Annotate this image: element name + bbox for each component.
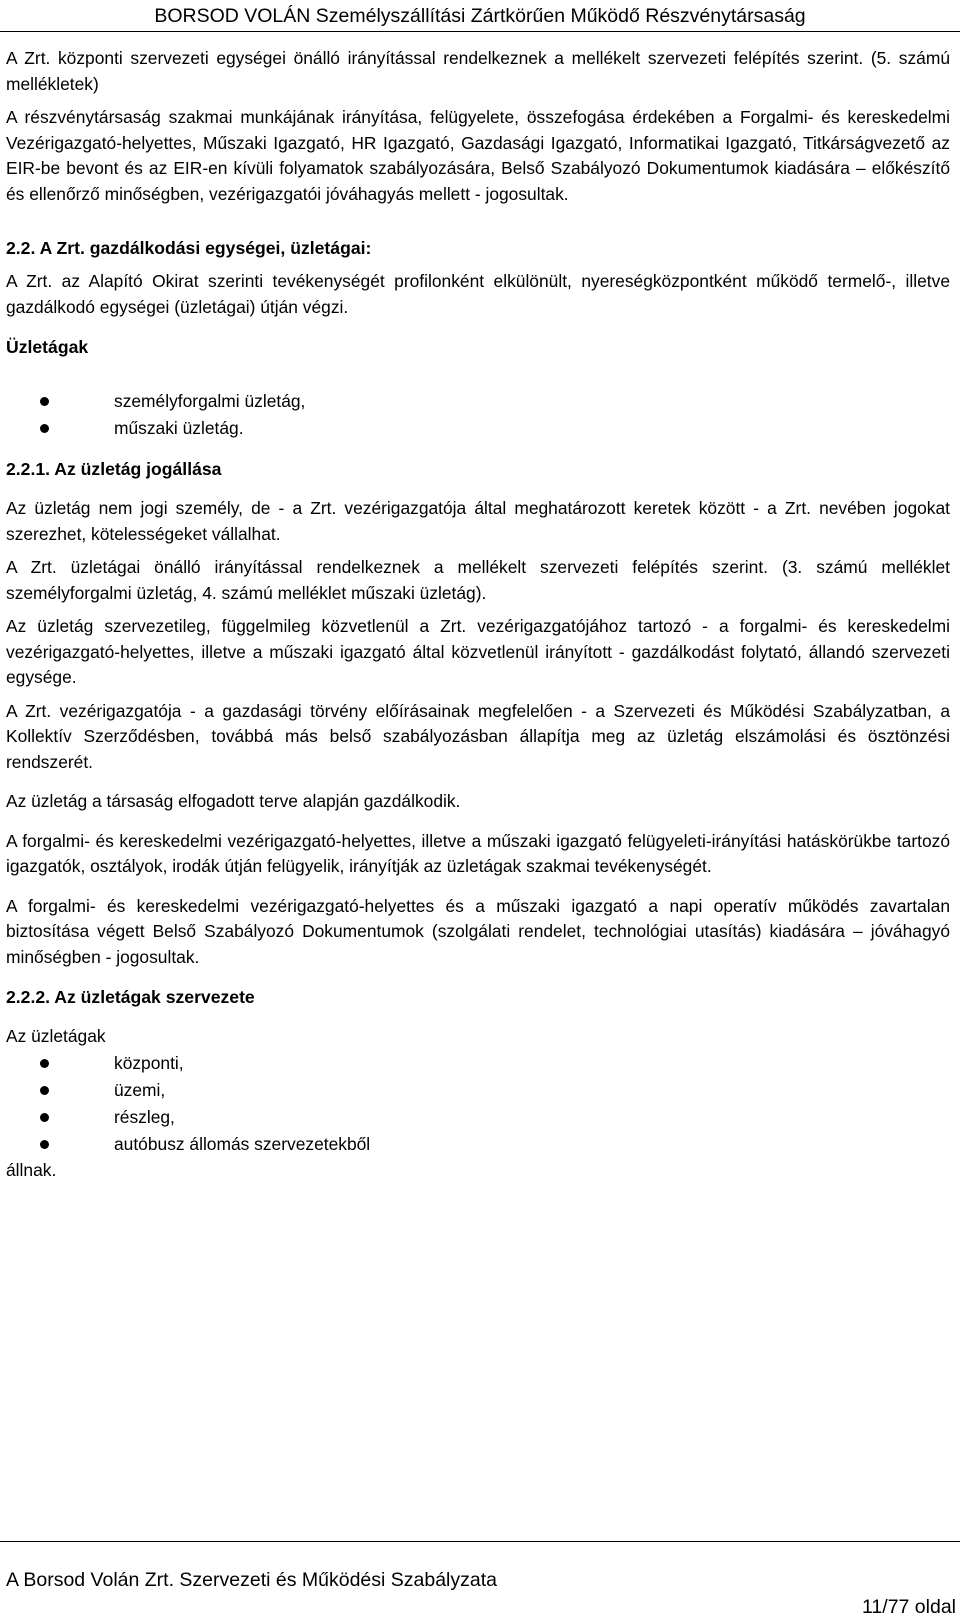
paragraph-incentive-system: A Zrt. vezérigazgatója - a gazdasági törvény előírásainak megfelelően - a Szervezeti és Működési Szabályzatban, a Kollektív Szerződésben, továbbá más belső szabályozásban állapítja meg az üzletág elszámolási és ösztönzési rendszerét.: [6, 700, 950, 772]
paragraph-supervision: A forgalmi- és kereskedelmi vezérigazgató-helyettes, illetve a műszaki igazgató felügyeleti-irányítási hatáskörükbe tartozó igazgatók, osztályok, irodák útján felügyelik, irányítják az üzletágak szakmai tevékenységét.: [6, 830, 950, 876]
list-item: üzemi,: [6, 1077, 950, 1104]
bullet-icon: [40, 424, 49, 433]
page-number: 11/77 oldal: [862, 1596, 956, 1618]
paragraph-unit-subordination: Az üzletág szervezetileg, függelmileg közvetlenül a Zrt. vezérigazgatójához tartozó - a forgalmi- és kereskedelmi vezérigazgató-helyettes, illetve a műszaki igazgató által közvetlenül irányított - gazdálkodást folytató, állandó szervezeti egysége.: [6, 616, 950, 687]
document-body: [6, 46, 950, 1183]
paragraph-legal-status: Az üzletág nem jogi személy, de - a Zrt. vezérigazgatója által meghatározott keretek között - a Zrt. nevében jogokat szerezhet, kötelességeket vállalhat.: [6, 498, 950, 544]
bullet-icon: [40, 1140, 49, 1149]
list-item: műszaki üzletág.: [6, 415, 950, 442]
paragraph-central-units: A Zrt. központi szervezeti egységei önálló irányítással rendelkeznek a mellékelt szervezeti felépítés szerint. (5. számú mellékletek): [6, 48, 950, 94]
list-item: központi,: [6, 1050, 950, 1077]
footer-divider: [0, 1541, 960, 1542]
page-footer-title: A Borsod Volán Zrt. Szervezeti és Működési Szabályzata: [6, 1569, 497, 1591]
list-item: személyforgalmi üzletág,: [6, 388, 950, 415]
list-item: autóbusz állomás szervezetekből: [6, 1131, 950, 1158]
section-heading-2-2-1: 2.2.1. Az üzletág jogállása: [6, 459, 222, 479]
bullet-icon: [40, 397, 49, 406]
bullet-icon: [40, 1059, 49, 1068]
subheading-uzletagak: Üzletágak: [6, 337, 89, 357]
paragraph-unit-structure-intro: Az üzletágak: [6, 1026, 106, 1046]
bullet-icon: [40, 1086, 49, 1095]
paragraph-unit-structure-end: állnak.: [6, 1159, 57, 1180]
business-unit-list: [6, 388, 950, 442]
paragraph-authorized-executives: A részvénytársaság szakmai munkájának irányítása, felügyelete, összefogása érdekében a Forgalmi- és kereskedelmi Vezérigazgató-helyettes, Műszaki Igazgató, HR Igazgató, Gazdasági Igazgató, Informatikai Igazgató, Titkárságvezető az EIR-be bevont és az EIR-en kívüli folyamatok szabályozására, Belső Szabályozó Dokumentumok kiadására – előkészítő és ellenőrző minőségben, vezérigazgatói jóváhagyás mellett - jogosultak.: [6, 107, 950, 204]
list-item: részleg,: [6, 1104, 950, 1131]
bullet-icon: [40, 1113, 49, 1122]
header-divider: [0, 31, 960, 32]
section-heading-2-2-2: 2.2.2. Az üzletágak szervezete: [6, 987, 255, 1007]
section-heading-2-2: 2.2. A Zrt. gazdálkodási egységei, üzletágai:: [6, 238, 372, 258]
unit-structure-list: [6, 1050, 950, 1158]
paragraph-business-units: A Zrt. az Alapító Okirat szerinti tevékenységét profilonként elkülönült, nyereségközpontként működő termelő-, illetve gazdálkodó egységei (üzletágai) útján végzi.: [6, 271, 950, 317]
paragraph-unit-management: A Zrt. üzletágai önálló irányítással rendelkeznek a mellékelt szervezeti felépítés szerint. (3. számú melléklet személyforgalmi üzletág, 4. számú melléklet műszaki üzletág).: [6, 557, 950, 603]
paragraph-plan-basis: Az üzletág a társaság elfogadott terve alapján gazdálkodik.: [6, 791, 461, 811]
page-header-title: BORSOD VOLÁN Személyszállítási Zártkörűen Működő Részvénytársaság: [154, 5, 806, 27]
paragraph-operative-regulation: A forgalmi- és kereskedelmi vezérigazgató-helyettes és a műszaki igazgató a napi operatív működés zavartalan biztosítása végett Belső Szabályozó Dokumentumok (szolgálati rendelet, technológiai utasítás) kiadására – jóváhagyó minőségben - jogosultak.: [6, 895, 950, 967]
